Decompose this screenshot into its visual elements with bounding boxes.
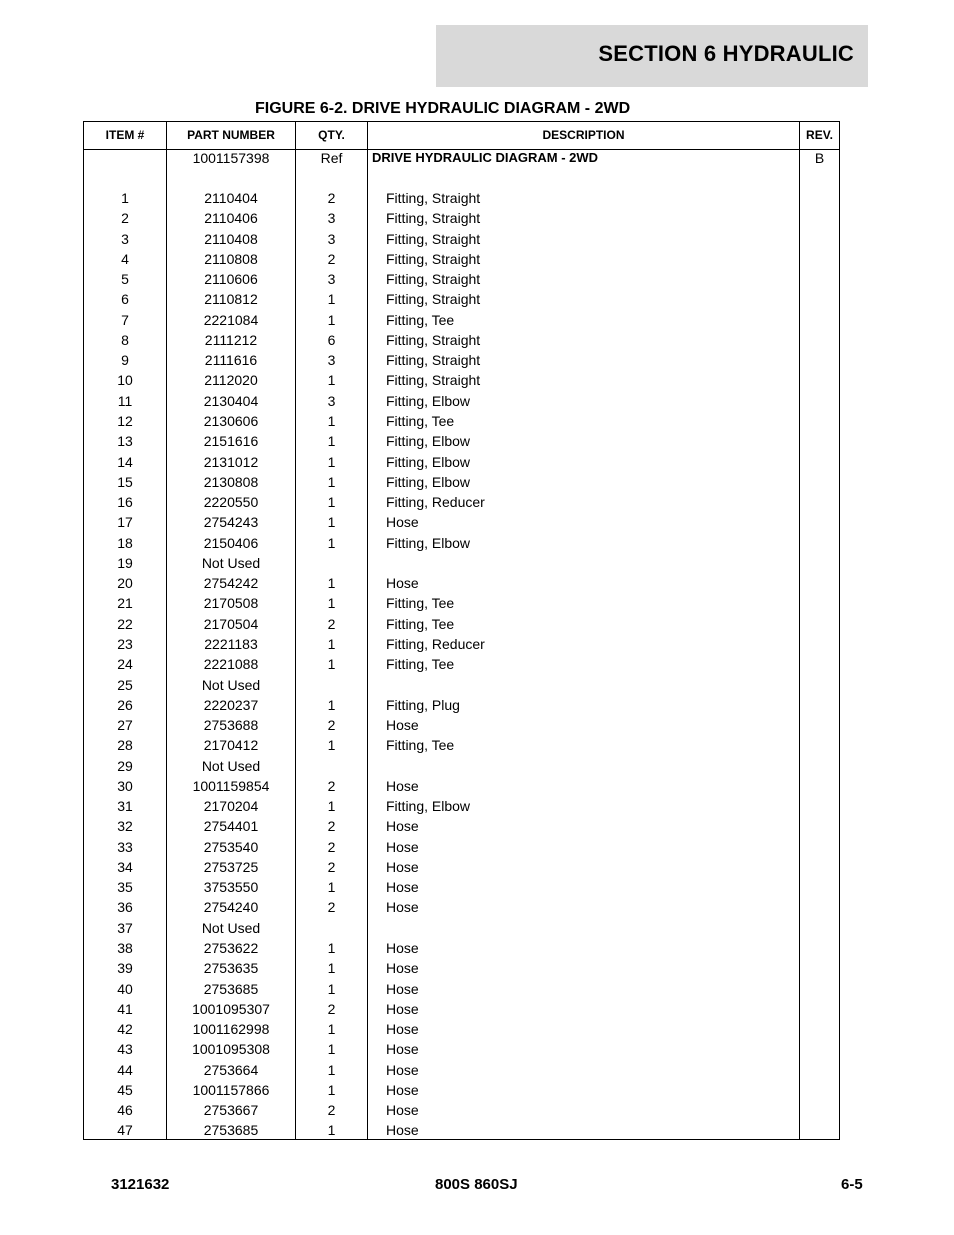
part-number-cell: 2753622: [203, 940, 259, 956]
qty-cell: 1: [327, 433, 336, 450]
part-number-cell: 2170204: [203, 798, 259, 815]
table-row: [84, 370, 839, 390]
item-cell: 16: [117, 494, 133, 511]
footer-model: 800S 860SJ: [435, 1176, 518, 1193]
qty-cell: 1: [327, 1061, 336, 1078]
table-row: [84, 249, 839, 269]
qty-cell: 1: [327, 980, 336, 997]
description-cell: Fitting, Elbow: [386, 433, 471, 450]
figure-title: FIGURE 6-2. DRIVE HYDRAULIC DIAGRAM - 2WD: [255, 100, 631, 117]
table-row: [84, 918, 839, 938]
qty-cell: 3: [327, 210, 336, 227]
item-cell: 36: [117, 899, 133, 916]
item-cell: 39: [117, 960, 133, 977]
part-number-cell: 2170508: [203, 595, 259, 612]
column-header-item: ITEM #: [105, 128, 145, 142]
description-cell: [386, 553, 796, 573]
description-cell: Hose: [386, 1041, 419, 1058]
qty-cell: 2: [327, 190, 336, 206]
qty-cell: 1: [327, 798, 336, 815]
qty-cell: 2: [327, 1102, 336, 1119]
part-number-cell: 2753685: [203, 1122, 259, 1139]
part-number-cell: 1001095307: [192, 1000, 270, 1017]
part-number-cell: Not Used: [201, 554, 261, 571]
qty-cell: 2: [327, 717, 336, 733]
description-cell: DRIVE HYDRAULIC DIAGRAM - 2WD: [372, 150, 599, 165]
part-number-cell: 2170504: [203, 615, 259, 632]
qty-cell: 1: [327, 534, 336, 551]
table-row: [84, 614, 839, 634]
qty-cell: 1: [327, 575, 336, 592]
table-row: [84, 1100, 839, 1120]
section-title: SECTION 6 HYDRAULIC: [598, 41, 854, 66]
item-cell: 4: [121, 250, 129, 267]
table-row: [84, 492, 839, 512]
qty-cell: 1: [327, 879, 336, 896]
item-cell: 30: [117, 777, 133, 794]
table-row: [84, 857, 839, 877]
item-cell: 21: [117, 595, 133, 612]
item-cell: 5: [121, 271, 129, 288]
item-cell: 19: [117, 554, 133, 571]
item-cell: 33: [117, 838, 133, 855]
table-row: [84, 573, 839, 593]
column-header-rev: REV.: [806, 128, 833, 142]
qty-cell: 1: [327, 1122, 336, 1139]
item-cell: 38: [117, 940, 133, 956]
part-number-cell: 2110406: [204, 210, 258, 227]
item-cell: 10: [117, 372, 133, 389]
table-row: [84, 796, 839, 816]
item-cell: 14: [117, 453, 133, 470]
item-cell: 41: [117, 1000, 133, 1017]
item-cell: 35: [117, 879, 133, 896]
table-row: [84, 472, 839, 492]
part-number-cell: 2754240: [203, 899, 259, 916]
table-row: [84, 553, 839, 573]
part-number-cell: 2130404: [203, 392, 259, 409]
column-header-description: DESCRIPTION: [542, 128, 625, 142]
description-cell: Fitting, Straight: [386, 271, 481, 288]
description-cell: Hose: [386, 1000, 419, 1017]
qty-cell: 3: [327, 230, 336, 247]
table-row: [84, 958, 839, 978]
part-number-cell: 2110404: [204, 190, 258, 206]
description-cell: Fitting, Straight: [386, 190, 481, 206]
qty-cell: 2: [327, 615, 336, 632]
item-cell: 15: [117, 473, 133, 490]
part-number-cell: 2753685: [203, 980, 259, 997]
qty-cell: 1: [327, 1081, 336, 1098]
description-cell: Fitting, Reducer: [386, 494, 485, 511]
qty-cell: 3: [327, 392, 336, 409]
table-row: [84, 411, 839, 431]
description-cell: Fitting, Elbow: [386, 473, 471, 490]
item-cell: 23: [117, 635, 133, 652]
item-cell: 27: [117, 717, 133, 733]
table-row: [84, 350, 839, 370]
description-cell: Fitting, Elbow: [386, 798, 471, 815]
item-cell: 45: [117, 1081, 133, 1098]
item-cell: 28: [117, 737, 133, 754]
description-cell: Fitting, Straight: [386, 291, 481, 308]
table-row: [84, 289, 839, 309]
item-cell: 40: [117, 980, 133, 997]
table-row: [84, 310, 839, 330]
part-number-cell: 2221084: [203, 311, 259, 328]
description-cell: Fitting, Straight: [386, 230, 481, 247]
column-header-part-number: PART NUMBER: [187, 128, 275, 142]
qty-cell: 6: [327, 331, 336, 348]
table-row: [84, 593, 839, 613]
qty-cell: [296, 675, 367, 695]
qty-cell: 1: [327, 291, 336, 308]
rev-cell: B: [814, 150, 825, 166]
description-cell: Fitting, Plug: [386, 696, 460, 713]
qty-cell: [296, 756, 367, 776]
table-row: [84, 877, 839, 897]
part-number-cell: 2754401: [203, 818, 259, 835]
part-number-cell: 1001157398: [192, 150, 270, 166]
item-cell: [84, 148, 166, 168]
table-row: [84, 979, 839, 999]
qty-cell: 1: [327, 940, 336, 956]
description-cell: [386, 675, 796, 695]
qty-cell: [296, 918, 367, 938]
part-number-cell: 2220550: [203, 494, 259, 511]
description-cell: Hose: [386, 575, 419, 592]
item-cell: 12: [117, 413, 133, 429]
description-cell: Fitting, Tee: [386, 737, 455, 754]
description-cell: Fitting, Tee: [386, 413, 455, 429]
description-cell: Fitting, Elbow: [386, 534, 471, 551]
description-cell: [386, 756, 796, 776]
part-number-cell: 1001159854: [192, 777, 270, 794]
part-number-cell: 2753664: [203, 1061, 259, 1078]
table-row: [84, 776, 839, 796]
qty-cell: 1: [327, 960, 336, 977]
item-cell: 26: [117, 696, 133, 713]
qty-cell: 1: [327, 1021, 336, 1038]
description-cell: Hose: [386, 1061, 419, 1078]
table-row: [84, 1019, 839, 1039]
qty-cell: 1: [327, 737, 336, 754]
description-cell: Hose: [386, 514, 419, 531]
description-cell: Hose: [386, 717, 419, 733]
item-cell: 13: [117, 433, 133, 450]
table-row: [84, 837, 839, 857]
part-number-cell: Not Used: [201, 676, 261, 693]
part-number-cell: 1001162998: [192, 1021, 270, 1038]
qty-cell: 1: [327, 453, 336, 470]
description-cell: Fitting, Tee: [386, 595, 455, 612]
part-number-cell: 2220237: [203, 696, 259, 713]
table-row: [84, 431, 839, 451]
table-row: [84, 1060, 839, 1080]
item-cell: 46: [117, 1102, 133, 1119]
table-row: [84, 391, 839, 411]
description-cell: Hose: [386, 940, 419, 956]
qty-cell: 2: [327, 818, 336, 835]
part-number-cell: 2151616: [203, 433, 259, 450]
part-number-cell: 2112020: [204, 372, 258, 389]
description-cell: Fitting, Tee: [386, 311, 455, 328]
part-number-cell: 2753540: [203, 838, 259, 855]
qty-cell: 3: [327, 271, 336, 288]
part-number-cell: 2221183: [204, 635, 258, 652]
description-cell: Hose: [386, 818, 419, 835]
description-cell: Hose: [386, 777, 419, 794]
qty-cell: 2: [327, 838, 336, 855]
item-cell: 47: [117, 1122, 133, 1139]
description-cell: Fitting, Tee: [386, 615, 455, 632]
footer-page-number: 6-5: [841, 1176, 863, 1193]
table-row: [84, 208, 839, 228]
part-number-cell: Not Used: [201, 757, 261, 774]
footer-document-number: 3121632: [111, 1176, 170, 1193]
item-cell: 1: [121, 190, 129, 206]
description-cell: Hose: [386, 980, 419, 997]
qty-cell: 2: [327, 777, 336, 794]
description-cell: Fitting, Straight: [386, 331, 481, 348]
description-cell: Fitting, Straight: [386, 372, 481, 389]
part-number-cell: 2131012: [203, 453, 259, 470]
qty-cell: 1: [327, 595, 336, 612]
table-row: [84, 634, 839, 654]
item-cell: 44: [117, 1061, 133, 1078]
part-number-cell: 2753635: [203, 960, 259, 977]
qty-cell: 2: [327, 899, 336, 916]
description-cell: Hose: [386, 1021, 419, 1038]
description-cell: Hose: [386, 899, 419, 916]
item-cell: 11: [117, 392, 133, 409]
item-cell: 42: [117, 1021, 133, 1038]
description-cell: Hose: [386, 1102, 419, 1119]
description-cell: Hose: [386, 1081, 419, 1098]
description-cell: Fitting, Straight: [386, 352, 481, 369]
description-cell: Fitting, Straight: [386, 250, 481, 267]
table-row: [84, 330, 839, 350]
description-cell: Fitting, Elbow: [386, 453, 471, 470]
qty-cell: 2: [327, 858, 336, 875]
qty-cell: 1: [327, 1041, 336, 1058]
qty-cell: 1: [327, 413, 336, 429]
table-row: [84, 452, 839, 472]
part-number-cell: 2110812: [204, 291, 258, 308]
item-cell: 9: [121, 352, 129, 369]
qty-cell: 1: [327, 656, 336, 673]
item-cell: 17: [117, 514, 133, 531]
item-cell: 24: [117, 656, 133, 673]
item-cell: 22: [117, 615, 133, 632]
parts-table: [83, 121, 840, 1140]
table-row: [84, 1080, 839, 1100]
part-number-cell: 2753688: [203, 717, 259, 733]
description-cell: Fitting, Tee: [386, 656, 455, 673]
part-number-cell: 2110808: [204, 250, 258, 267]
part-number-cell: 2111212: [204, 331, 258, 348]
table-row: [84, 938, 839, 958]
table-row: [84, 512, 839, 532]
item-cell: 25: [117, 676, 133, 693]
table-row: [84, 188, 839, 208]
part-number-cell: 3753550: [203, 879, 259, 896]
description-cell: Hose: [386, 960, 419, 977]
table-row: [84, 1039, 839, 1059]
table-row: [84, 715, 839, 735]
qty-cell: Ref: [320, 150, 343, 166]
table-row: [84, 1120, 839, 1140]
part-number-cell: 2221088: [203, 656, 259, 673]
item-cell: 6: [121, 291, 129, 308]
item-cell: 29: [117, 757, 133, 774]
qty-cell: 3: [327, 352, 336, 369]
part-number-cell: Not Used: [201, 919, 261, 936]
part-number-cell: 2150406: [203, 534, 259, 551]
part-number-cell: 2754243: [203, 514, 259, 531]
qty-cell: 1: [327, 372, 336, 389]
part-number-cell: 1001157866: [192, 1081, 270, 1098]
item-cell: 20: [117, 575, 133, 592]
table-row: [84, 756, 839, 776]
table-row: [84, 735, 839, 755]
qty-cell: [296, 553, 367, 573]
item-cell: 37: [117, 919, 133, 936]
item-cell: 32: [117, 818, 133, 835]
column-header-qty: QTY.: [318, 128, 345, 142]
description-cell: Hose: [386, 1122, 419, 1139]
part-number-cell: 2170412: [203, 737, 259, 754]
table-row: [84, 999, 839, 1019]
table-row: [84, 533, 839, 553]
item-cell: 8: [121, 331, 129, 348]
table-row: [84, 897, 839, 917]
part-number-cell: 2753667: [203, 1102, 259, 1119]
part-number-cell: 2754242: [203, 575, 259, 592]
description-cell: Fitting, Reducer: [386, 635, 485, 652]
description-cell: Hose: [386, 879, 419, 896]
reference-row: [84, 148, 839, 168]
part-number-cell: 2130606: [203, 413, 259, 429]
part-number-cell: 2130808: [203, 473, 259, 490]
section-header: [436, 25, 868, 87]
qty-cell: 2: [327, 1000, 336, 1017]
qty-cell: 2: [327, 250, 336, 267]
item-cell: 31: [117, 798, 133, 815]
part-number-cell: 2111616: [204, 352, 258, 369]
item-cell: 2: [121, 210, 129, 227]
qty-cell: 1: [327, 514, 336, 531]
qty-cell: 1: [327, 696, 336, 713]
part-number-cell: 2110408: [204, 230, 258, 247]
qty-cell: 1: [327, 635, 336, 652]
table-row: [84, 695, 839, 715]
qty-cell: 1: [327, 494, 336, 511]
item-cell: 34: [117, 858, 133, 875]
table-row: [84, 654, 839, 674]
part-number-cell: 2753725: [203, 858, 259, 875]
table-row: [84, 816, 839, 836]
table-row: [84, 269, 839, 289]
part-number-cell: 2110606: [204, 271, 258, 288]
item-cell: 3: [121, 230, 129, 247]
table-row: [84, 675, 839, 695]
part-number-cell: 1001095308: [192, 1041, 270, 1058]
description-cell: Fitting, Straight: [386, 210, 481, 227]
item-cell: 43: [117, 1041, 133, 1058]
item-cell: 7: [121, 311, 129, 328]
description-cell: [386, 918, 796, 938]
table-row: [84, 229, 839, 249]
qty-cell: 1: [327, 473, 336, 490]
item-cell: 18: [117, 534, 133, 551]
description-cell: Hose: [386, 858, 419, 875]
qty-cell: 1: [327, 311, 336, 328]
description-cell: Fitting, Elbow: [386, 392, 471, 409]
description-cell: Hose: [386, 838, 419, 855]
